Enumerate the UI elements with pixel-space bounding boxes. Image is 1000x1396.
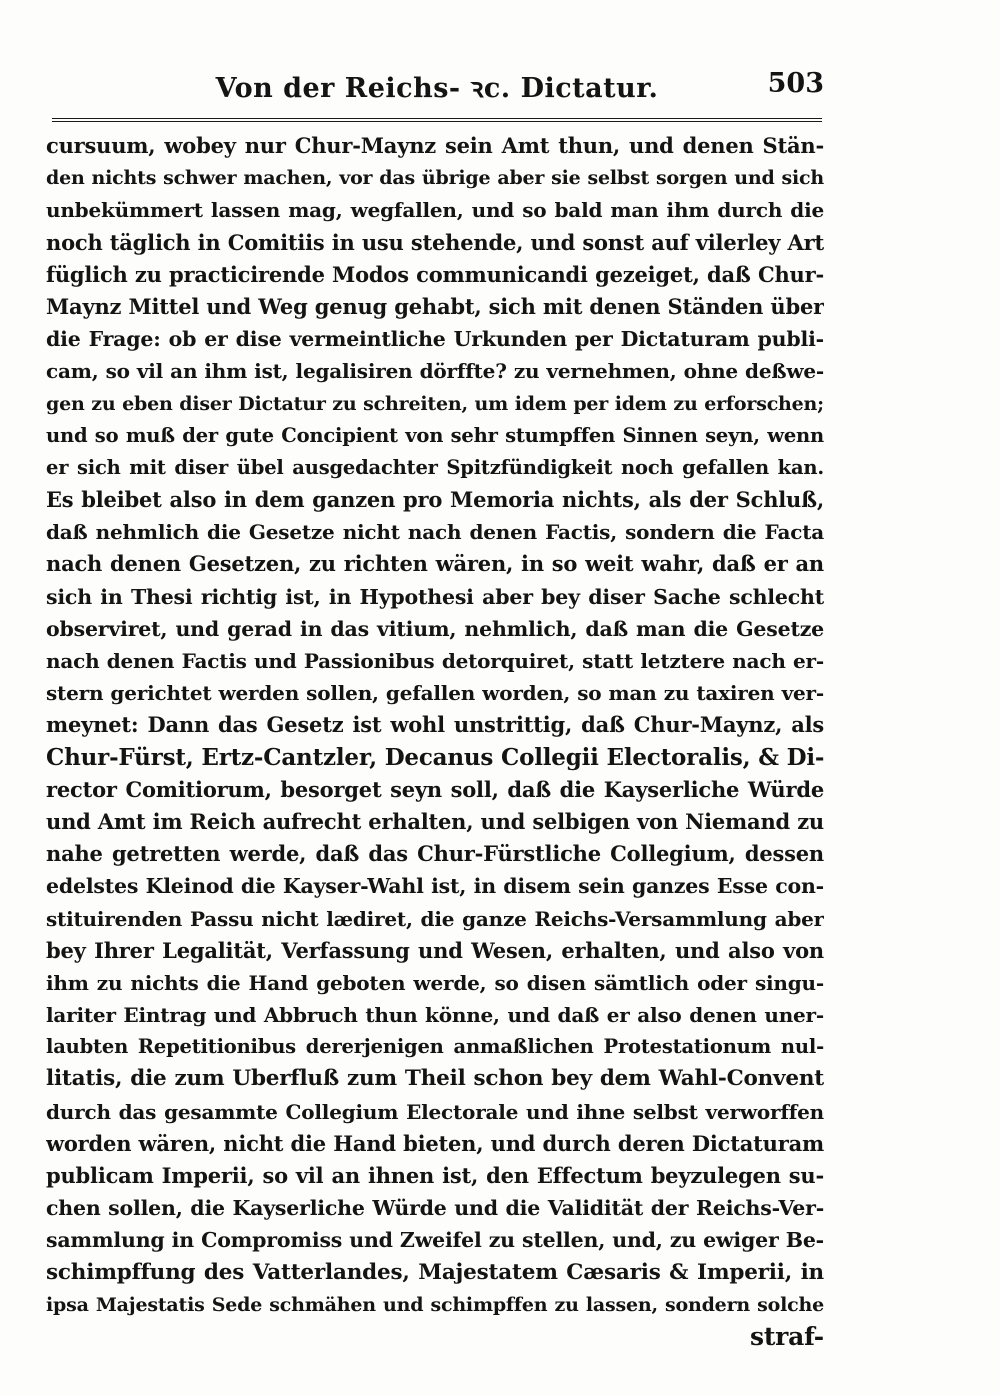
text-line: cam, so vil an ihm ist, legalisiren dörffte? zu vernehmen, ohne deßwe- bbox=[46, 359, 824, 384]
text-line: cursuum, wobey nur Chur-Maynz sein Amt thun, und denen Stän- bbox=[46, 133, 824, 158]
text-line: nahe getretten werde, daß das Chur-Fürstliche Collegium, dessen bbox=[46, 841, 824, 867]
text-line: litatis, die zum Uberfluß zum Theil schon bey dem Wahl-Convent bbox=[46, 1066, 824, 1092]
text-line: observiret, und gerad in das vitium, nehmlich, daß man die Gesetze bbox=[46, 616, 824, 641]
text-line: laubten Repetitionibus dererjenigen anmaßlichen Protestationum nul- bbox=[46, 1035, 824, 1059]
text-line: und Amt im Reich aufrecht erhalten, und selbigen von Niemand zu bbox=[46, 808, 824, 834]
text-line: Chur-Fürst, Ertz-Cantzler, Decanus Collegii Electoralis, & Di- bbox=[46, 743, 824, 771]
text-line: stern gerichtet werden sollen, gefallen worden, so man zu taxiren ver- bbox=[46, 681, 824, 706]
text-line: ihm zu nichts die Hand geboten werde, so disen sämtlich oder singu- bbox=[46, 970, 824, 995]
text-line: chen sollen, die Kayserliche Würde und die Validität der Reichs-Ver- bbox=[46, 1196, 824, 1221]
text-line: noch täglich in Comitiis in usu stehende, und sonst auf vilerley Art bbox=[46, 229, 824, 255]
text-line: stituirenden Passu nicht lædiret, die ganze Reichs-Versammlung aber bbox=[46, 906, 824, 931]
text-line: füglich zu practicirende Modos communicandi gezeiget, daß Chur- bbox=[46, 261, 824, 287]
text-line: publicam Imperii, so vil an ihnen ist, den Effectum beyzulegen su- bbox=[46, 1163, 824, 1188]
body-text bbox=[46, 130, 824, 1353]
text-line: die Frage: ob er dise vermeintliche Urkunden per Dictaturam publi- bbox=[46, 327, 824, 352]
text-line: ipsa Majestatis Sede schmähen und schimpffen zu lassen, sondern solche bbox=[46, 1293, 824, 1316]
page-number: 503 bbox=[767, 68, 824, 99]
header-rule bbox=[52, 118, 822, 122]
text-line: nach denen Gesetzen, zu richten wären, in so weit wahr, daß er an bbox=[46, 551, 824, 577]
text-line: unbekümmert lassen mag, wegfallen, und so bald man ihm durch die bbox=[46, 198, 824, 223]
text-line: durch das gesammte Collegium Electorale und ihne selbst verworffen bbox=[46, 1099, 824, 1124]
text-line: sammlung in Compromiss und Zweifel zu stellen, und, zu ewiger Be- bbox=[46, 1228, 824, 1253]
text-line: schimpffung des Vatterlandes, Majestatem Cæsaris & Imperii, in bbox=[46, 1259, 824, 1285]
text-line: sich in Thesi richtig ist, in Hypothesi aber bey diser Sache schlecht bbox=[46, 584, 824, 609]
text-line: gen zu eben diser Dictatur zu schreiten, um idem per idem zu erforschen; bbox=[46, 392, 824, 415]
text-line: meynet: Dann das Gesetz ist wohl unstrittig, daß Chur-Maynz, als bbox=[46, 712, 824, 738]
text-line: daß nehmlich die Gesetze nicht nach denen Factis, sondern die Facta bbox=[46, 520, 824, 545]
running-title: Von der Reichs- ꝛc. Dictatur. bbox=[215, 73, 659, 104]
page-header bbox=[52, 68, 822, 118]
text-line: straf- bbox=[749, 1321, 824, 1351]
text-line: edelstes Kleinod die Kayser-Wahl ist, in disem sein ganzes Esse con- bbox=[46, 874, 824, 899]
text-line: bey Ihrer Legalität, Verfassung und Wesen, erhalten, und also von bbox=[46, 937, 824, 963]
text-line: nach denen Factis und Passionibus detorquiret, statt letztere nach er- bbox=[46, 649, 824, 673]
text-line: lariter Eintrag und Abbruch thun könne, und daß er also denen uner- bbox=[46, 1003, 824, 1028]
text-line: rector Comitiorum, besorget seyn soll, daß die Kayserliche Würde bbox=[46, 776, 824, 802]
text-line: Es bleibet also in dem ganzen pro Memoria nichts, als der Schluß, bbox=[46, 487, 824, 513]
text-line: und so muß der gute Concipient von sehr stumpffen Sinnen seyn, wenn bbox=[46, 423, 824, 447]
text-line: er sich mit diser übel ausgedachter Spitzfündigkeit noch gefallen kan. bbox=[46, 455, 824, 479]
text-line: den nichts schwer machen, vor das übrige aber sie selbst sorgen und sich bbox=[46, 167, 824, 190]
text-line: Maynz Mittel und Weg genug gehabt, sich mit denen Ständen über bbox=[46, 293, 824, 319]
text-line: worden wären, nicht die Hand bieten, und durch deren Dictaturam bbox=[46, 1130, 824, 1156]
